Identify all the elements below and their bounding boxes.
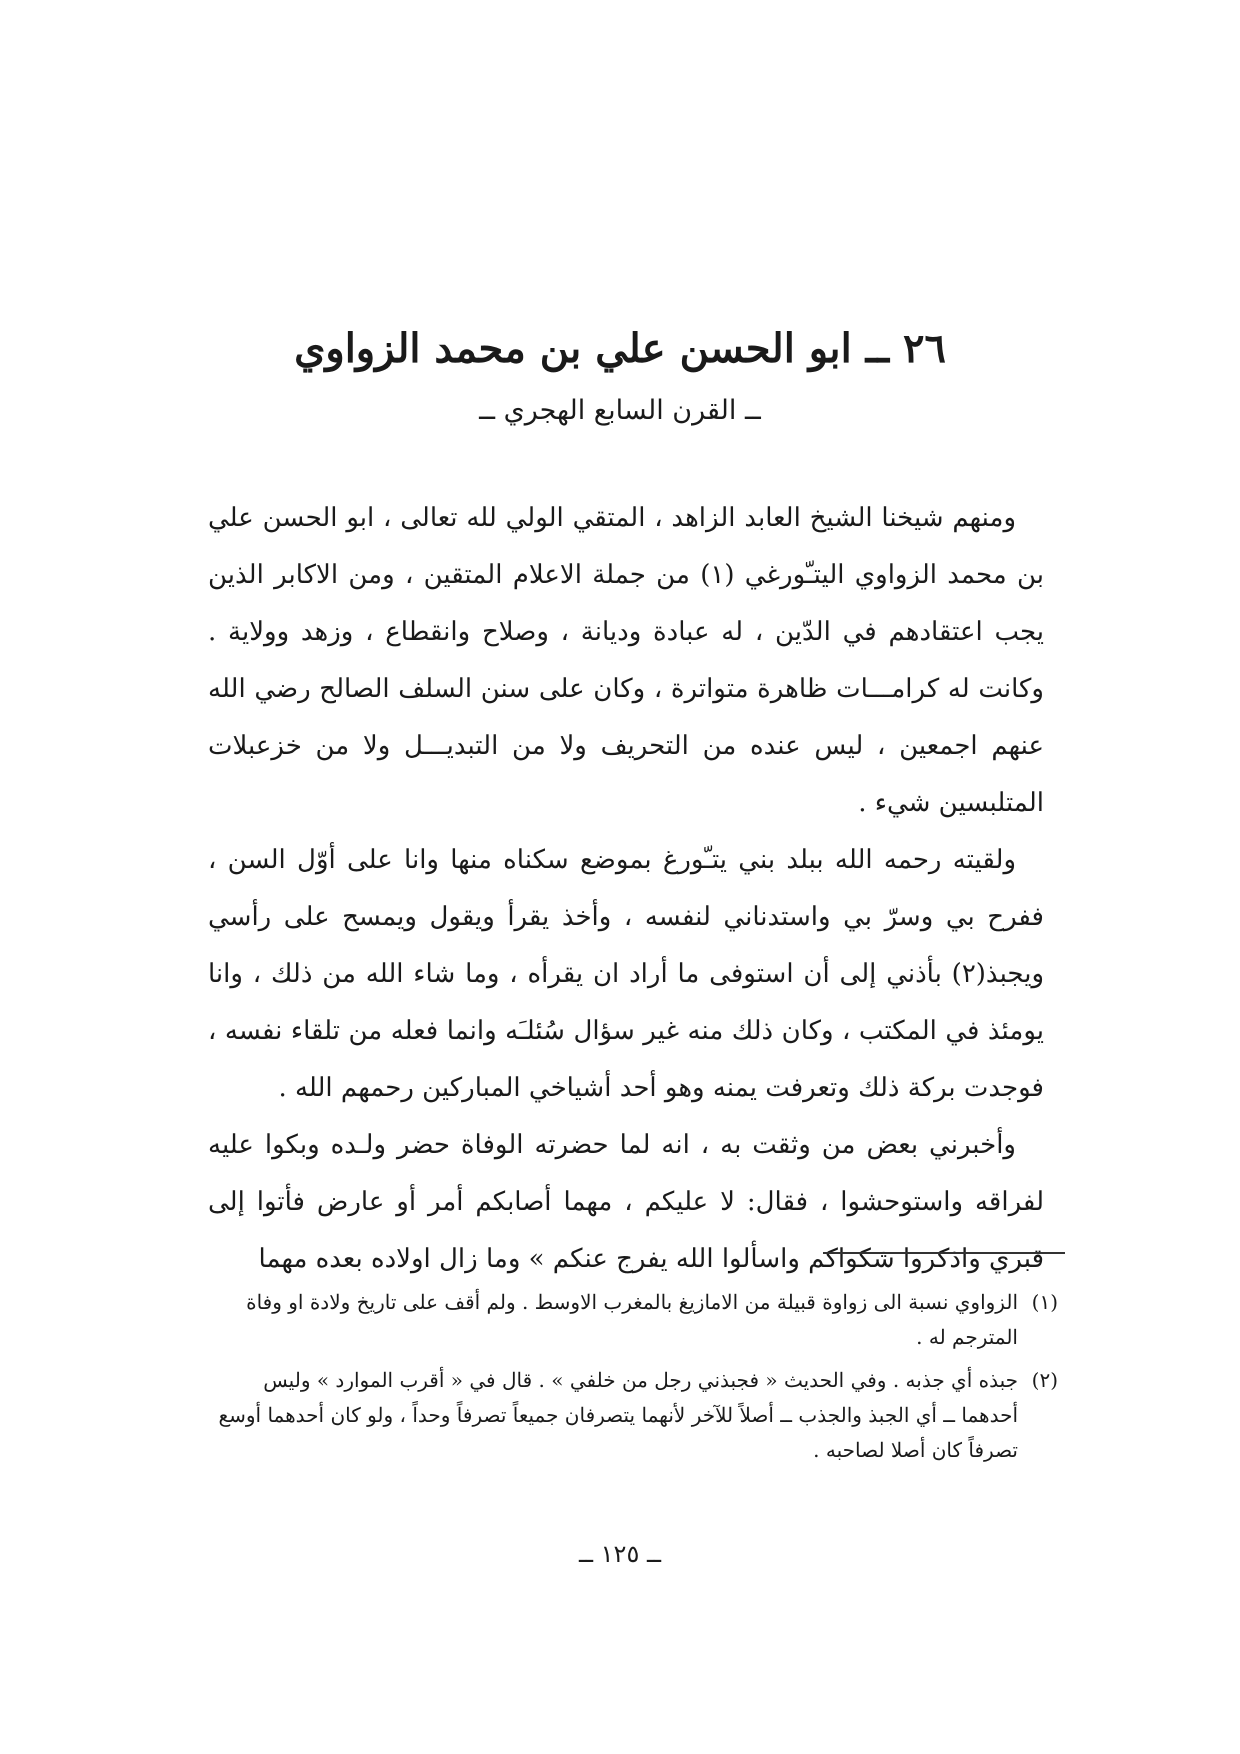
paragraph: ومنهم شيخنا الشيخ العابد الزاهد ، المتقي الولي لله تعالى ، ابو الحسن علي بن محمد الزواوي اليتـّورغي (١) من جملة الاعلام المتقين ، ومن الاكابر الذين يجب اعتقادهم في الدّين ، له عبادة وديانة ، وصلاح وانقطاع ، وزهد وولاية . وكانت له كرامـــات ظاهرة متواترة ، وكان على سنن السلف الصالح رضي الله عنهم اجمعين ، ليس عنده من التحريف ولا من التبديـــل ولا من خزعبلات المتلبسين شيء . <box>208 503 1044 818</box>
footnote-separator <box>823 1252 1065 1254</box>
footnote-number: (١) <box>1031 1290 1058 1314</box>
chapter-subtitle: ــ القرن السابع الهجري ــ <box>479 395 761 426</box>
paragraph: وأخبرني بعض من وثقت به ، انه لما حضرته الوفاة حضر ولـده وبكوا عليه لفراقه واستوحشوا ، فقال: لا عليكم ، مهما أصابكم أمر أو عارض فأتوا إلى قبري واذكروا شكواكم واسألوا الله يفرج عنكم » وما زال اولاده بعده مهما <box>208 1130 1044 1274</box>
footnote-number: (٢) <box>1031 1368 1058 1392</box>
footnote-text: الزواوي نسبة الى زواوة قبيلة من الامازيغ بالمغرب الاوسط . ولم أقف على تاريخ ولادة او وفاة المترجم له . <box>246 1290 1018 1349</box>
footnote-text: جبذه أي جذبه . وفي الحديث « فجبذني رجل من خلفي » . قال في « أقرب الموارد » وليس أحدهما ــ أي الجبذ والجذب ــ أصلاً للآخر لأنهما يتصرفان جميعاً تصرفاً وحداً ، ولو كان أحدهما أوسع تصرفاً كان أصلا لصاحبه . <box>218 1368 1018 1462</box>
footnote <box>208 1285 1058 1355</box>
body-text <box>208 490 1044 1288</box>
footnote <box>208 1363 1058 1468</box>
page-number: ــ ١٢٥ ــ <box>578 1540 662 1568</box>
chapter-title: ٢٦ ــ ابو الحسن علي بن محمد الزواوي <box>294 325 946 372</box>
footnotes <box>208 1285 1058 1476</box>
paragraph: ولقيته رحمه الله ببلد بني يتـّورغ بموضع سكناه منها وانا على أوّل السن ، ففرح بي وسرّ بي واستدناني لنفسه ، وأخذ يقرأ ويقول ويمسح على رأسي ويجبذ(٢) بأذني إلى أن استوفى ما أراد ان يقرأه ، وما شاء الله من ذلك ، وانا يومئذ في المكتب ، وكان ذلك منه غير سؤال سُئلـَه وانما فعله من تلقاء نفسه ، فوجدت بركة ذلك وتعرفت يمنه وهو أحد أشياخي المباركين رحمهم الله . <box>208 845 1044 1103</box>
